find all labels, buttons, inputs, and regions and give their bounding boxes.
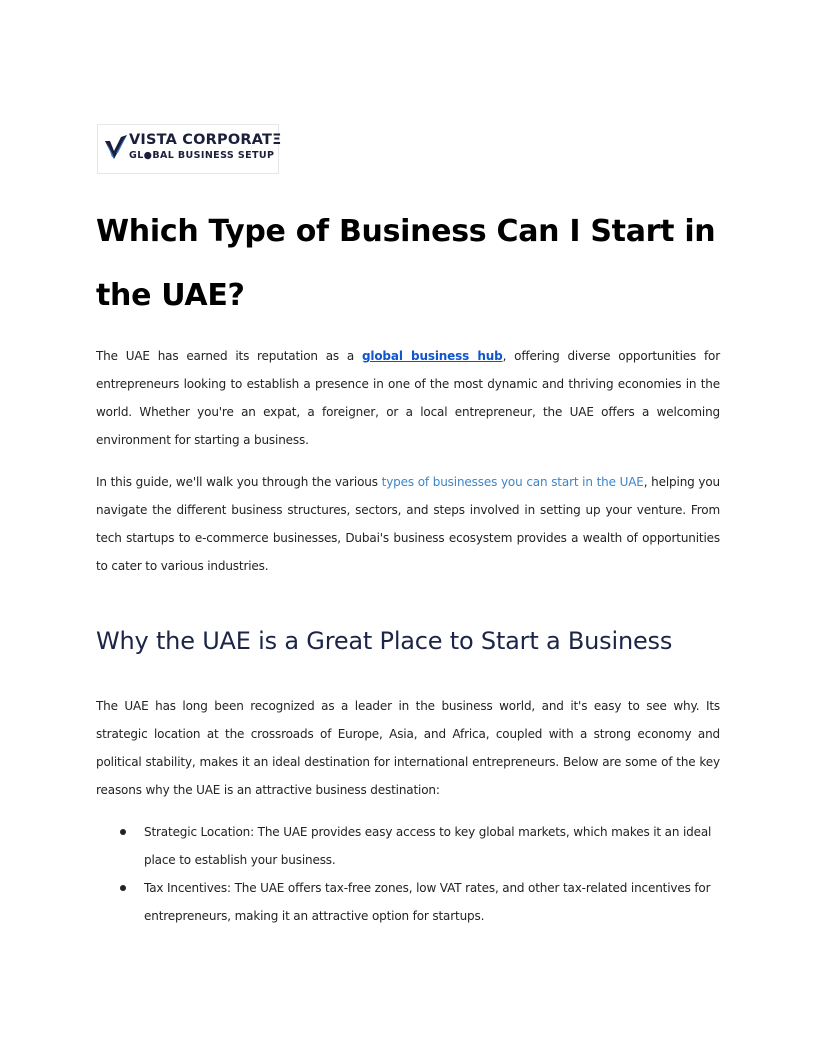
bullet-icon <box>120 829 126 835</box>
section-paragraph: The UAE has long been recognized as a leader in the business world, and it's easy to see why. Its strategic location at the crossroads of Europe, Asia, and Africa, coupled with a strong economy and political stability, makes it an ideal destination for international entrepreneurs. Below are some of the key reasons why the UAE is an attractive business destination: <box>96 699 720 797</box>
list-item-text: Tax Incentives: The UAE offers tax-free zones, low VAT rates, and other tax-related incentives for entrepreneurs, making it an attractive option for startups. <box>144 881 711 923</box>
bullet-icon <box>120 885 126 891</box>
global-business-hub-link[interactable]: global business hub <box>361 349 503 363</box>
logo-tagline: GL●BAL BUSINESS SETUP <box>129 150 275 161</box>
guide-text-end: , helping you navigate the different business structures, sectors, and steps involved in setting up your venture. From tech startups to e-commerce businesses, Dubai's business ecosystem provides a wealth of opportunities to cater to various industries. <box>96 475 720 573</box>
intro-text-start: The UAE has earned its reputation as a <box>96 349 362 363</box>
guide-paragraph <box>96 468 720 580</box>
page-title: Which Type of Business Can I Start in the UAE? <box>96 214 716 313</box>
guide-text-start: In this guide, we'll walk you through the various <box>96 475 382 489</box>
vista-swoosh-icon <box>103 131 129 165</box>
company-logo <box>97 124 282 174</box>
list-item <box>96 818 720 874</box>
reasons-list <box>96 818 720 930</box>
business-types-link[interactable]: types of businesses you can start in the UAE <box>381 475 644 489</box>
list-item-text: Strategic Location: The UAE provides easy access to key global markets, which makes it an ideal place to establish your business. <box>144 825 712 867</box>
section-heading: Why the UAE is a Great Place to Start a Business <box>96 627 673 655</box>
intro-paragraph <box>96 342 720 454</box>
logo-wordmark: VISTA CORPORATΞ <box>129 132 282 148</box>
list-item <box>96 874 720 930</box>
intro-text-end: , offering diverse opportunities for entrepreneurs looking to establish a presence in one of the most dynamic and thriving economies in the world. Whether you're an expat, a foreigner, or a local entrepreneur, the UAE offers a welcoming environment for starting a business. <box>96 349 720 447</box>
